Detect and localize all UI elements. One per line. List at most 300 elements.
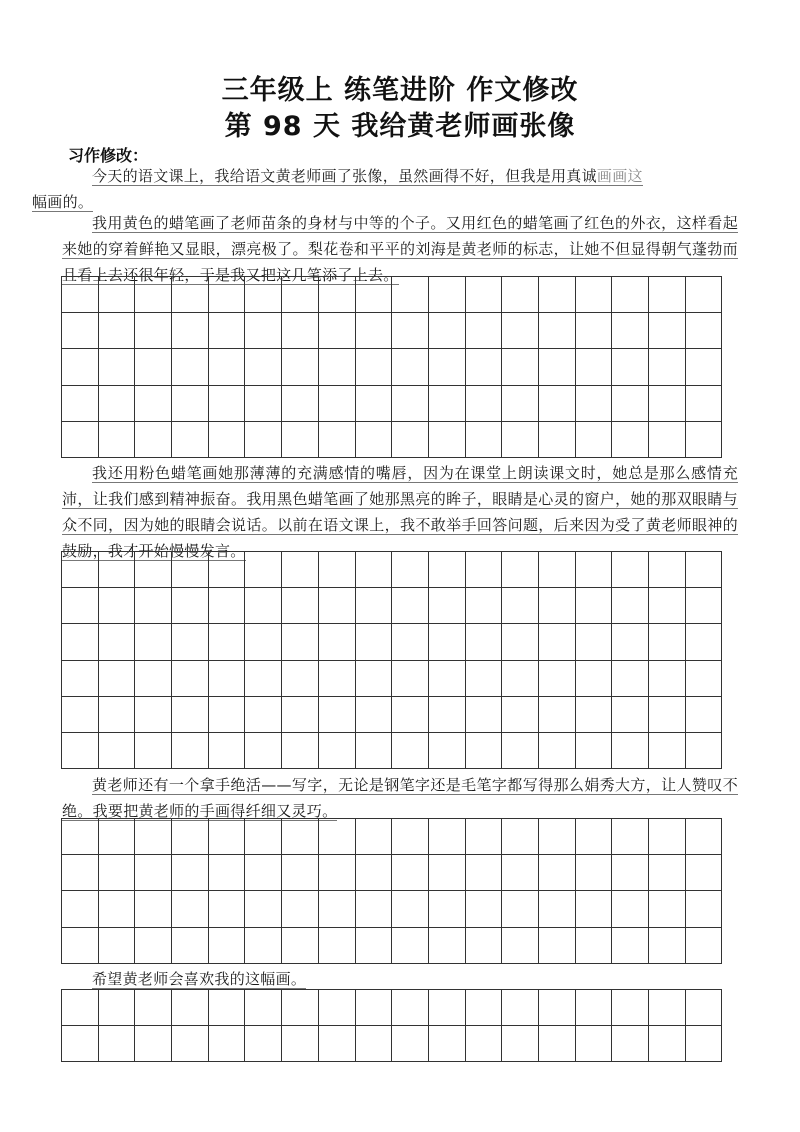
grid-cell[interactable] [429,1026,466,1062]
grid-cell[interactable] [319,552,356,588]
grid-cell[interactable] [576,422,613,458]
grid-cell[interactable] [686,990,723,1026]
grid-cell[interactable] [356,990,393,1026]
grid-cell[interactable] [245,697,282,733]
grid-cell[interactable] [209,990,246,1026]
grid-cell[interactable] [686,1026,723,1062]
grid-cell[interactable] [282,733,319,769]
grid-cell[interactable] [612,1026,649,1062]
grid-cell[interactable] [649,855,686,891]
grid-cell[interactable] [99,891,136,927]
grid-cell[interactable] [686,928,723,964]
grid-cell[interactable] [245,928,282,964]
grid-cell[interactable] [172,928,209,964]
grid-cell[interactable] [576,552,613,588]
grid-cell[interactable] [612,624,649,660]
grid-cell[interactable] [99,277,136,313]
grid-cell[interactable] [539,928,576,964]
grid-cell[interactable] [135,552,172,588]
grid-cell[interactable] [686,733,723,769]
grid-cell[interactable] [99,1026,136,1062]
grid-cell[interactable] [539,1026,576,1062]
grid-cell[interactable] [356,552,393,588]
grid-cell[interactable] [319,928,356,964]
grid-cell[interactable] [99,386,136,422]
grid-cell[interactable] [319,624,356,660]
grid-cell[interactable] [99,588,136,624]
grid-cell[interactable] [392,891,429,927]
grid-cell[interactable] [245,313,282,349]
grid-cell[interactable] [172,661,209,697]
grid-cell[interactable] [209,733,246,769]
grid-cell[interactable] [209,552,246,588]
grid-cell[interactable] [429,624,466,660]
grid-cell[interactable] [62,386,99,422]
grid-cell[interactable] [99,661,136,697]
grid-cell[interactable] [135,386,172,422]
grid-cell[interactable] [392,624,429,660]
grid-cell[interactable] [612,386,649,422]
grid-cell[interactable] [282,624,319,660]
grid-cell[interactable] [282,349,319,385]
grid-cell[interactable] [686,349,723,385]
grid-cell[interactable] [135,277,172,313]
grid-cell[interactable] [319,277,356,313]
grid-cell[interactable] [319,819,356,855]
grid-cell[interactable] [319,313,356,349]
grid-cell[interactable] [282,313,319,349]
grid-cell[interactable] [392,697,429,733]
grid-cell[interactable] [612,697,649,733]
grid-cell[interactable] [392,313,429,349]
grid-cell[interactable] [429,697,466,733]
grid-cell[interactable] [466,1026,503,1062]
grid-cell[interactable] [686,855,723,891]
grid-cell[interactable] [649,990,686,1026]
grid-cell[interactable] [429,819,466,855]
grid-cell[interactable] [502,697,539,733]
grid-cell[interactable] [466,277,503,313]
grid-cell[interactable] [429,313,466,349]
grid-cell[interactable] [392,1026,429,1062]
grid-cell[interactable] [466,386,503,422]
grid-cell[interactable] [429,928,466,964]
grid-cell[interactable] [466,855,503,891]
grid-cell[interactable] [356,733,393,769]
grid-cell[interactable] [356,1026,393,1062]
grid-cell[interactable] [62,661,99,697]
grid-cell[interactable] [356,819,393,855]
grid-cell[interactable] [539,313,576,349]
grid-cell[interactable] [99,697,136,733]
grid-cell[interactable] [502,588,539,624]
grid-cell[interactable] [135,313,172,349]
grid-cell[interactable] [612,422,649,458]
grid-cell[interactable] [466,697,503,733]
grid-cell[interactable] [319,990,356,1026]
grid-cell[interactable] [392,349,429,385]
grid-cell[interactable] [135,422,172,458]
grid-cell[interactable] [649,349,686,385]
grid-cell[interactable] [319,588,356,624]
grid-cell[interactable] [62,277,99,313]
grid-cell[interactable] [62,891,99,927]
grid-cell[interactable] [62,1026,99,1062]
grid-cell[interactable] [502,928,539,964]
grid-cell[interactable] [356,313,393,349]
grid-cell[interactable] [135,733,172,769]
grid-cell[interactable] [62,588,99,624]
grid-cell[interactable] [576,1026,613,1062]
grid-cell[interactable] [282,277,319,313]
grid-cell[interactable] [686,819,723,855]
grid-cell[interactable] [319,386,356,422]
grid-cell[interactable] [612,661,649,697]
grid-cell[interactable] [209,313,246,349]
grid-cell[interactable] [319,891,356,927]
grid-cell[interactable] [356,891,393,927]
grid-cell[interactable] [649,386,686,422]
grid-cell[interactable] [539,422,576,458]
grid-cell[interactable] [392,990,429,1026]
grid-cell[interactable] [99,733,136,769]
grid-cell[interactable] [62,697,99,733]
grid-cell[interactable] [172,733,209,769]
grid-cell[interactable] [282,386,319,422]
grid-cell[interactable] [392,733,429,769]
grid-cell[interactable] [686,624,723,660]
grid-cell[interactable] [466,624,503,660]
grid-cell[interactable] [576,928,613,964]
grid-cell[interactable] [172,552,209,588]
grid-cell[interactable] [649,928,686,964]
grid-cell[interactable] [209,697,246,733]
grid-cell[interactable] [649,552,686,588]
grid-cell[interactable] [502,277,539,313]
grid-cell[interactable] [209,855,246,891]
grid-cell[interactable] [135,697,172,733]
grid-cell[interactable] [282,990,319,1026]
grid-cell[interactable] [392,928,429,964]
grid-cell[interactable] [209,277,246,313]
grid-cell[interactable] [245,819,282,855]
grid-cell[interactable] [209,422,246,458]
grid-cell[interactable] [282,661,319,697]
grid-cell[interactable] [135,588,172,624]
grid-cell[interactable] [466,990,503,1026]
grid-cell[interactable] [209,928,246,964]
grid-cell[interactable] [686,422,723,458]
grid-cell[interactable] [539,990,576,1026]
grid-cell[interactable] [356,661,393,697]
grid-cell[interactable] [172,624,209,660]
grid-cell[interactable] [245,349,282,385]
grid-cell[interactable] [135,349,172,385]
grid-cell[interactable] [62,313,99,349]
grid-cell[interactable] [576,386,613,422]
grid-cell[interactable] [612,349,649,385]
grid-cell[interactable] [466,349,503,385]
grid-cell[interactable] [429,277,466,313]
grid-cell[interactable] [392,277,429,313]
grid-cell[interactable] [356,588,393,624]
grid-cell[interactable] [356,697,393,733]
grid-cell[interactable] [245,1026,282,1062]
writing-grid-4[interactable] [61,989,722,1062]
grid-cell[interactable] [282,422,319,458]
grid-cell[interactable] [429,386,466,422]
grid-cell[interactable] [429,552,466,588]
grid-cell[interactable] [502,624,539,660]
grid-cell[interactable] [502,1026,539,1062]
grid-cell[interactable] [539,819,576,855]
grid-cell[interactable] [686,552,723,588]
grid-cell[interactable] [686,588,723,624]
grid-cell[interactable] [62,855,99,891]
grid-cell[interactable] [539,855,576,891]
grid-cell[interactable] [99,855,136,891]
grid-cell[interactable] [282,819,319,855]
grid-cell[interactable] [429,349,466,385]
grid-cell[interactable] [502,891,539,927]
grid-cell[interactable] [99,928,136,964]
grid-cell[interactable] [135,1026,172,1062]
grid-cell[interactable] [135,661,172,697]
grid-cell[interactable] [612,313,649,349]
grid-cell[interactable] [172,588,209,624]
grid-cell[interactable] [649,1026,686,1062]
grid-cell[interactable] [429,891,466,927]
grid-cell[interactable] [209,349,246,385]
grid-cell[interactable] [686,277,723,313]
grid-cell[interactable] [282,855,319,891]
grid-cell[interactable] [99,990,136,1026]
grid-cell[interactable] [576,661,613,697]
grid-cell[interactable] [319,661,356,697]
grid-cell[interactable] [62,552,99,588]
grid-cell[interactable] [245,661,282,697]
grid-cell[interactable] [429,422,466,458]
grid-cell[interactable] [576,349,613,385]
grid-cell[interactable] [282,697,319,733]
grid-cell[interactable] [429,855,466,891]
grid-cell[interactable] [172,1026,209,1062]
grid-cell[interactable] [356,277,393,313]
grid-cell[interactable] [539,552,576,588]
grid-cell[interactable] [245,386,282,422]
grid-cell[interactable] [649,588,686,624]
grid-cell[interactable] [576,819,613,855]
grid-cell[interactable] [466,819,503,855]
grid-cell[interactable] [576,588,613,624]
grid-cell[interactable] [245,891,282,927]
writing-grid-1[interactable] [61,276,722,458]
grid-cell[interactable] [576,313,613,349]
grid-cell[interactable] [172,819,209,855]
grid-cell[interactable] [99,349,136,385]
grid-cell[interactable] [502,313,539,349]
grid-cell[interactable] [245,855,282,891]
grid-cell[interactable] [172,386,209,422]
grid-cell[interactable] [172,855,209,891]
grid-cell[interactable] [502,855,539,891]
grid-cell[interactable] [319,697,356,733]
grid-cell[interactable] [649,624,686,660]
grid-cell[interactable] [282,588,319,624]
writing-grid-2[interactable] [61,551,722,769]
grid-cell[interactable] [612,588,649,624]
grid-cell[interactable] [99,552,136,588]
grid-cell[interactable] [649,422,686,458]
grid-cell[interactable] [356,928,393,964]
grid-cell[interactable] [99,819,136,855]
grid-cell[interactable] [502,990,539,1026]
grid-cell[interactable] [429,588,466,624]
grid-cell[interactable] [245,277,282,313]
grid-cell[interactable] [135,891,172,927]
grid-cell[interactable] [576,277,613,313]
grid-cell[interactable] [319,733,356,769]
grid-cell[interactable] [245,733,282,769]
grid-cell[interactable] [282,1026,319,1062]
grid-cell[interactable] [502,386,539,422]
grid-cell[interactable] [356,624,393,660]
grid-cell[interactable] [172,697,209,733]
grid-cell[interactable] [649,697,686,733]
grid-cell[interactable] [466,313,503,349]
grid-cell[interactable] [209,588,246,624]
grid-cell[interactable] [172,349,209,385]
grid-cell[interactable] [209,891,246,927]
grid-cell[interactable] [502,349,539,385]
grid-cell[interactable] [209,386,246,422]
grid-cell[interactable] [319,1026,356,1062]
grid-cell[interactable] [649,819,686,855]
grid-cell[interactable] [135,928,172,964]
grid-cell[interactable] [612,990,649,1026]
grid-cell[interactable] [99,422,136,458]
grid-cell[interactable] [539,697,576,733]
grid-cell[interactable] [62,422,99,458]
grid-cell[interactable] [612,819,649,855]
grid-cell[interactable] [502,422,539,458]
grid-cell[interactable] [356,349,393,385]
grid-cell[interactable] [576,624,613,660]
grid-cell[interactable] [209,624,246,660]
grid-cell[interactable] [282,891,319,927]
grid-cell[interactable] [686,313,723,349]
grid-cell[interactable] [466,661,503,697]
grid-cell[interactable] [319,422,356,458]
grid-cell[interactable] [209,661,246,697]
grid-cell[interactable] [612,277,649,313]
grid-cell[interactable] [135,624,172,660]
grid-cell[interactable] [356,422,393,458]
grid-cell[interactable] [135,819,172,855]
grid-cell[interactable] [62,990,99,1026]
grid-cell[interactable] [319,855,356,891]
writing-grid-3[interactable] [61,818,722,964]
grid-cell[interactable] [466,422,503,458]
grid-cell[interactable] [356,855,393,891]
grid-cell[interactable] [209,819,246,855]
grid-cell[interactable] [62,349,99,385]
grid-cell[interactable] [466,891,503,927]
grid-cell[interactable] [502,733,539,769]
grid-cell[interactable] [686,386,723,422]
grid-cell[interactable] [356,386,393,422]
grid-cell[interactable] [392,386,429,422]
grid-cell[interactable] [429,661,466,697]
grid-cell[interactable] [392,422,429,458]
grid-cell[interactable] [172,891,209,927]
grid-cell[interactable] [99,624,136,660]
grid-cell[interactable] [539,588,576,624]
grid-cell[interactable] [392,661,429,697]
grid-cell[interactable] [392,552,429,588]
grid-cell[interactable] [466,733,503,769]
grid-cell[interactable] [502,552,539,588]
grid-cell[interactable] [576,891,613,927]
grid-cell[interactable] [392,855,429,891]
grid-cell[interactable] [62,819,99,855]
grid-cell[interactable] [245,990,282,1026]
grid-cell[interactable] [612,733,649,769]
grid-cell[interactable] [539,733,576,769]
grid-cell[interactable] [649,313,686,349]
grid-cell[interactable] [62,733,99,769]
grid-cell[interactable] [612,855,649,891]
grid-cell[interactable] [245,588,282,624]
grid-cell[interactable] [649,661,686,697]
grid-cell[interactable] [319,349,356,385]
grid-cell[interactable] [99,313,136,349]
grid-cell[interactable] [466,928,503,964]
grid-cell[interactable] [466,552,503,588]
grid-cell[interactable] [172,277,209,313]
grid-cell[interactable] [429,733,466,769]
grid-cell[interactable] [539,349,576,385]
grid-cell[interactable] [612,552,649,588]
grid-cell[interactable] [135,990,172,1026]
grid-cell[interactable] [502,661,539,697]
grid-cell[interactable] [539,891,576,927]
grid-cell[interactable] [539,277,576,313]
grid-cell[interactable] [502,819,539,855]
grid-cell[interactable] [539,661,576,697]
grid-cell[interactable] [649,277,686,313]
grid-cell[interactable] [62,928,99,964]
grid-cell[interactable] [135,855,172,891]
grid-cell[interactable] [612,928,649,964]
grid-cell[interactable] [282,928,319,964]
grid-cell[interactable] [209,1026,246,1062]
grid-cell[interactable] [392,588,429,624]
grid-cell[interactable] [62,624,99,660]
grid-cell[interactable] [392,819,429,855]
grid-cell[interactable] [539,386,576,422]
grid-cell[interactable] [576,990,613,1026]
grid-cell[interactable] [649,733,686,769]
grid-cell[interactable] [576,733,613,769]
grid-cell[interactable] [245,552,282,588]
grid-cell[interactable] [429,990,466,1026]
grid-cell[interactable] [466,588,503,624]
grid-cell[interactable] [612,891,649,927]
grid-cell[interactable] [649,891,686,927]
grid-cell[interactable] [172,313,209,349]
grid-cell[interactable] [245,422,282,458]
